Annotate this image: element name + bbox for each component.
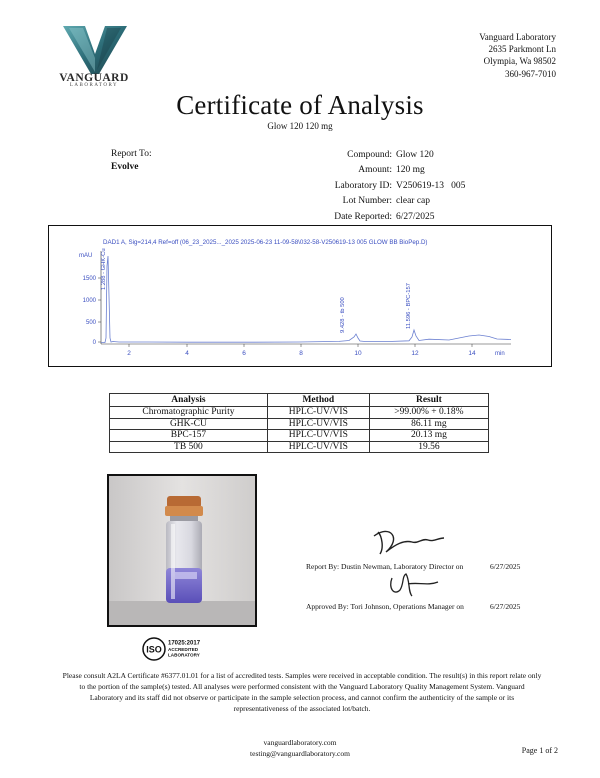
y-tick-500 <box>86 320 101 326</box>
info-label: Compound: <box>347 150 392 160</box>
lab-phone: 360-967-7010 <box>505 68 556 79</box>
svg-text:1500: 1500 <box>82 276 96 282</box>
y-tick-1500 <box>83 276 101 282</box>
info-value: V250619-13 005 <box>396 180 466 191</box>
footer-website[interactable]: vanguardlaboratory.com <box>263 738 337 747</box>
table-row <box>110 430 489 442</box>
peak-label-tb500: 9.428 - tb 500 <box>340 297 346 333</box>
iso-accreditation-badge <box>141 637 211 661</box>
logo-wordmark: VANGUARD <box>59 72 129 84</box>
svg-text:14: 14 <box>468 350 476 357</box>
v-shield-icon <box>55 24 135 76</box>
info-value: 6/27/2025 <box>396 211 435 222</box>
logo-subtitle: LABORATORY <box>69 83 119 88</box>
svg-text:ISO: ISO <box>146 644 162 655</box>
approved-by-text: Approved By: Tori Johnson, Operations Manager on <box>306 602 464 611</box>
svg-text:1000: 1000 <box>82 298 96 304</box>
report-to-label: Report To: <box>111 149 152 159</box>
vial-image <box>109 476 255 625</box>
page-number: Page 1 of 2 <box>521 746 558 755</box>
signature-dustin-newman <box>368 526 448 560</box>
x-tick-8 <box>299 344 303 357</box>
svg-text:17025:2017: 17025:2017 <box>168 640 201 647</box>
y-tick-1000 <box>83 298 101 304</box>
table-row <box>110 441 489 453</box>
info-label: Lot Number: <box>342 196 392 207</box>
info-row-lab-id <box>300 179 465 194</box>
info-row-amount <box>300 163 465 178</box>
sample-info <box>300 148 465 225</box>
report-by-text: Report By: Dustin Newman, Laboratory Director on <box>306 562 464 571</box>
table-cell: Chromatographic Purity <box>110 407 268 419</box>
x-tick-2 <box>127 344 131 357</box>
chromatogram-trace <box>101 256 511 343</box>
footer <box>0 737 600 759</box>
chromatogram-header: DAD1 A, Sig=214,4 Ref=off (06_23_2025..._2025 2025-06-23 11-09-58\032-58-V250619-13 005 GLOW BB BioPep.D) <box>103 239 428 246</box>
svg-text:4: 4 <box>185 350 189 357</box>
svg-text:ACCREDITED: ACCREDITED <box>168 647 199 652</box>
lab-name: Vanguard Laboratory <box>479 32 556 42</box>
table-cell: BPC-157 <box>110 430 268 442</box>
info-value: 120 mg <box>396 165 425 176</box>
table-row <box>110 418 489 430</box>
document-title: Certificate of Analysis <box>176 90 424 120</box>
chromatogram <box>48 225 552 367</box>
y-tick-0 <box>93 340 101 346</box>
column-header: Analysis <box>110 394 268 407</box>
x-unit-label: min <box>495 351 505 357</box>
disclaimer-text: Please consult A2LA Certificate #6377.01.01 for a list of accredited tests. Samples were received in acceptable condition. The result(s) in this report relate only to the portion of the sample(s) tested. All analyses were performed consistent with the Vanguard Laboratory Quality Management System. Vanguard Laboratory and its staff did not observe or participate in the sample selection process, and cannot confirm the authenticity of the sample or its representativeness of the associated lot/batch. <box>62 671 542 713</box>
info-label: Laboratory ID: <box>334 180 392 191</box>
info-row-compound <box>300 148 465 163</box>
table-cell: 86.11 mg <box>369 418 488 430</box>
svg-text:500: 500 <box>85 320 96 326</box>
chromatogram-svg <box>49 226 550 365</box>
table-cell: HPLC-UV/VIS <box>267 407 369 419</box>
info-value: Glow 120 <box>396 150 434 160</box>
document-subtitle: Glow 120 120 mg <box>267 121 333 131</box>
table-cell: 20.13 mg <box>369 430 488 442</box>
y-unit-label: mAU <box>79 253 93 259</box>
x-tick-12 <box>411 344 419 357</box>
svg-text:8: 8 <box>299 350 303 357</box>
table-cell: 19.56 <box>369 441 488 453</box>
table-cell: HPLC-UV/VIS <box>267 418 369 430</box>
x-tick-6 <box>242 344 246 357</box>
table-cell: HPLC-UV/VIS <box>267 430 369 442</box>
peak-label-bpc157: 11.596 - BPC-157 <box>406 283 412 329</box>
info-label: Date Reported: <box>334 211 392 222</box>
peak-label-ghk-cu: 1.288 - GHK-Cu <box>101 248 107 290</box>
table-cell: >99.00% + 0.18% <box>369 407 488 419</box>
approved-by-date: 6/27/2025 <box>490 602 521 611</box>
column-header: Result <box>369 394 488 407</box>
table-cell: GHK-CU <box>110 418 268 430</box>
report-by-date: 6/27/2025 <box>490 562 521 571</box>
sample-photo <box>107 474 257 627</box>
info-value: clear cap <box>396 196 431 207</box>
table-header-row <box>110 394 489 407</box>
svg-text:10: 10 <box>354 350 362 357</box>
footer-email[interactable]: testing@vanguardlaboratory.com <box>250 749 350 758</box>
svg-text:LABORATORY: LABORATORY <box>168 652 200 658</box>
svg-text:2: 2 <box>127 350 131 357</box>
svg-text:0: 0 <box>92 340 96 346</box>
info-row-date <box>300 210 465 225</box>
table-row <box>110 407 489 419</box>
iso-logo-icon <box>141 637 211 661</box>
x-tick-10 <box>354 344 362 357</box>
x-tick-14 <box>468 344 476 357</box>
signature-tori-johnson <box>384 570 444 600</box>
lab-address <box>479 31 556 80</box>
table-cell: TB 500 <box>110 441 268 453</box>
report-to <box>111 148 152 174</box>
table-cell: HPLC-UV/VIS <box>267 441 369 453</box>
lab-street: 2635 Parkmont Ln <box>488 44 556 55</box>
x-tick-4 <box>185 344 189 357</box>
column-header: Method <box>267 394 369 407</box>
info-label: Amount: <box>358 165 392 176</box>
results-table <box>109 393 489 453</box>
svg-text:12: 12 <box>411 350 419 357</box>
client-name: Evolve <box>111 162 139 172</box>
lab-city: Olympia, Wa 98502 <box>483 56 556 67</box>
svg-text:6: 6 <box>242 350 246 357</box>
info-row-lot <box>300 194 465 209</box>
